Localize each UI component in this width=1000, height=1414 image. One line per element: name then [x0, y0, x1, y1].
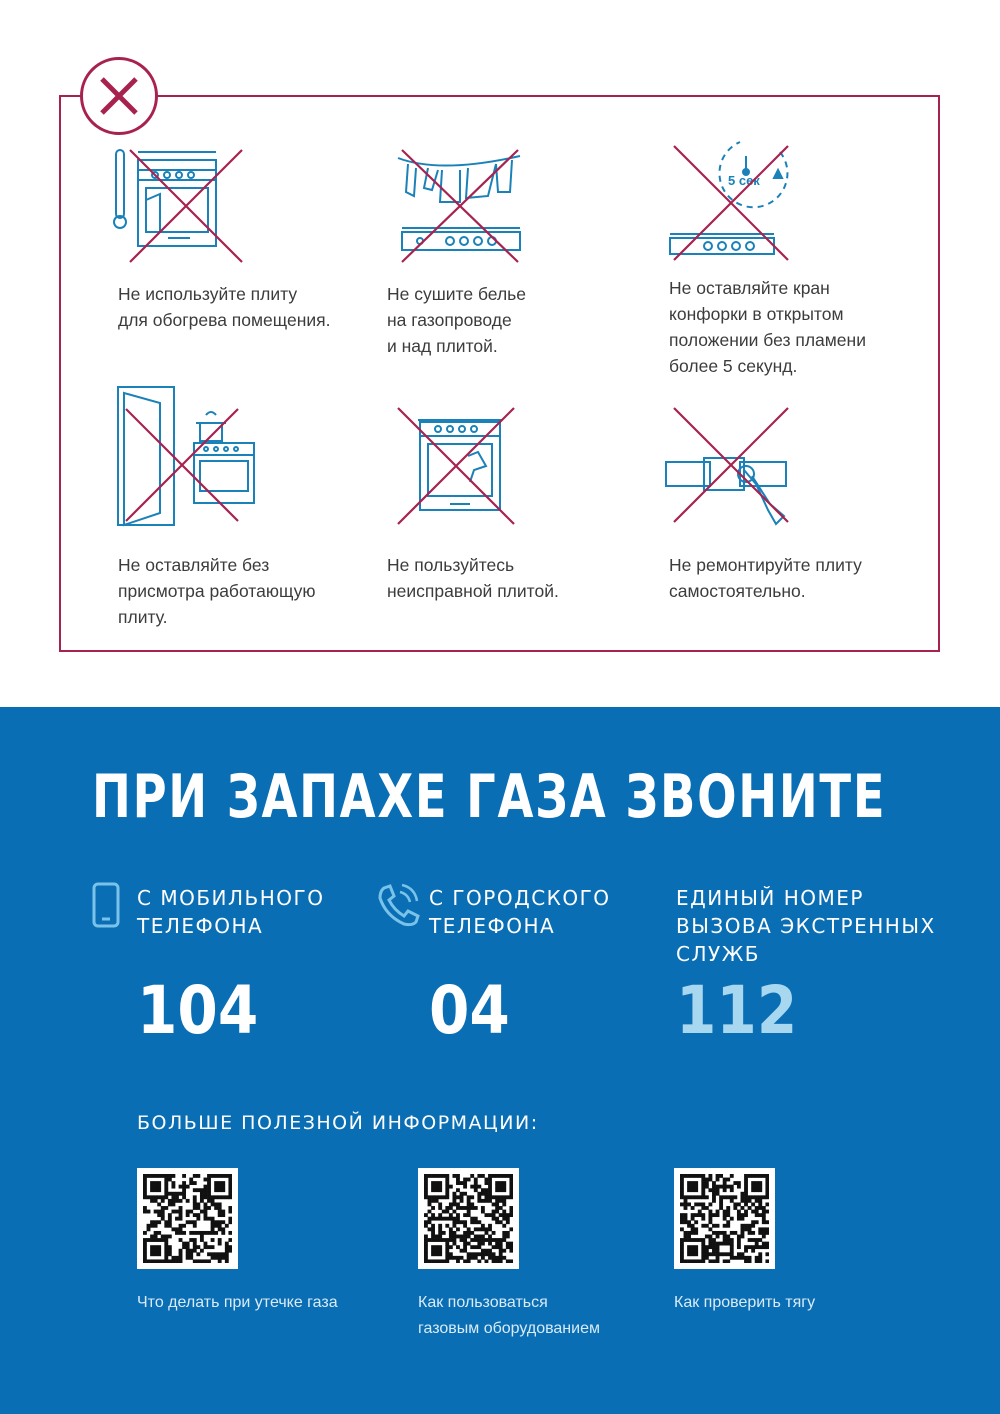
warning-item — [660, 130, 920, 270]
landline-label: С ГОРОДСКОГО ТЕЛЕФОНА — [429, 886, 611, 938]
timer-label: 5 сек — [728, 173, 760, 188]
qr-caption: Как пользоваться газовым оборудованием — [418, 1294, 600, 1337]
mobile-label: С МОБИЛЬНОГО ТЕЛЕФОНА — [137, 886, 325, 938]
qr-caption: Как проверить тягу — [674, 1294, 816, 1311]
landline-phone-icon — [376, 882, 420, 928]
qr-code[interactable] — [418, 1168, 519, 1269]
warning-text: Не оставляйте без присмотра работающую плиту. — [118, 555, 316, 627]
landline-number: 04 — [429, 972, 510, 1049]
laundry-over-stove-icon — [380, 140, 540, 270]
mobile-number: 104 — [137, 972, 259, 1049]
warning-text: Не пользуйтесь неисправной плитой. — [387, 555, 559, 601]
warning-text: Не ремонтируйте плиту самостоятельно. — [669, 555, 862, 601]
unified-label: ЕДИНЫЙ НОМЕР ВЫЗОВА ЭКСТРЕННЫХ СЛУЖБ — [676, 886, 936, 966]
warning-item — [660, 400, 920, 530]
mobile-phone-icon — [92, 882, 120, 928]
emergency-headline: ПРИ ЗАПАХЕ ГАЗА ЗВОНИТЕ — [92, 762, 887, 832]
warning-item — [380, 140, 640, 270]
unattended-stove-icon — [110, 385, 270, 530]
qr-code[interactable] — [674, 1168, 775, 1269]
unified-number: 112 — [676, 972, 798, 1049]
more-info-heading: БОЛЬШЕ ПОЛЕЗНОЙ ИНФОРМАЦИИ: — [137, 1112, 539, 1134]
warning-item — [100, 140, 360, 270]
prohibited-icon — [80, 57, 158, 135]
qr-caption: Что делать при утечке газа — [137, 1294, 338, 1311]
warning-text: Не используйте плиту для обогрева помещения. — [118, 284, 331, 330]
warning-item — [390, 400, 650, 530]
wrench-pipe-icon — [660, 400, 800, 530]
burner-timer-icon — [660, 130, 830, 270]
stove-heating-icon — [100, 140, 260, 270]
broken-stove-icon — [390, 400, 530, 530]
warning-item — [110, 385, 370, 530]
warning-text: Не сушите белье на газопроводе и над плитой. — [387, 284, 527, 356]
qr-code[interactable] — [137, 1168, 238, 1269]
warning-text: Не оставляйте кран конфорки в открытом положении без пламени более 5 секунд. — [669, 278, 866, 376]
